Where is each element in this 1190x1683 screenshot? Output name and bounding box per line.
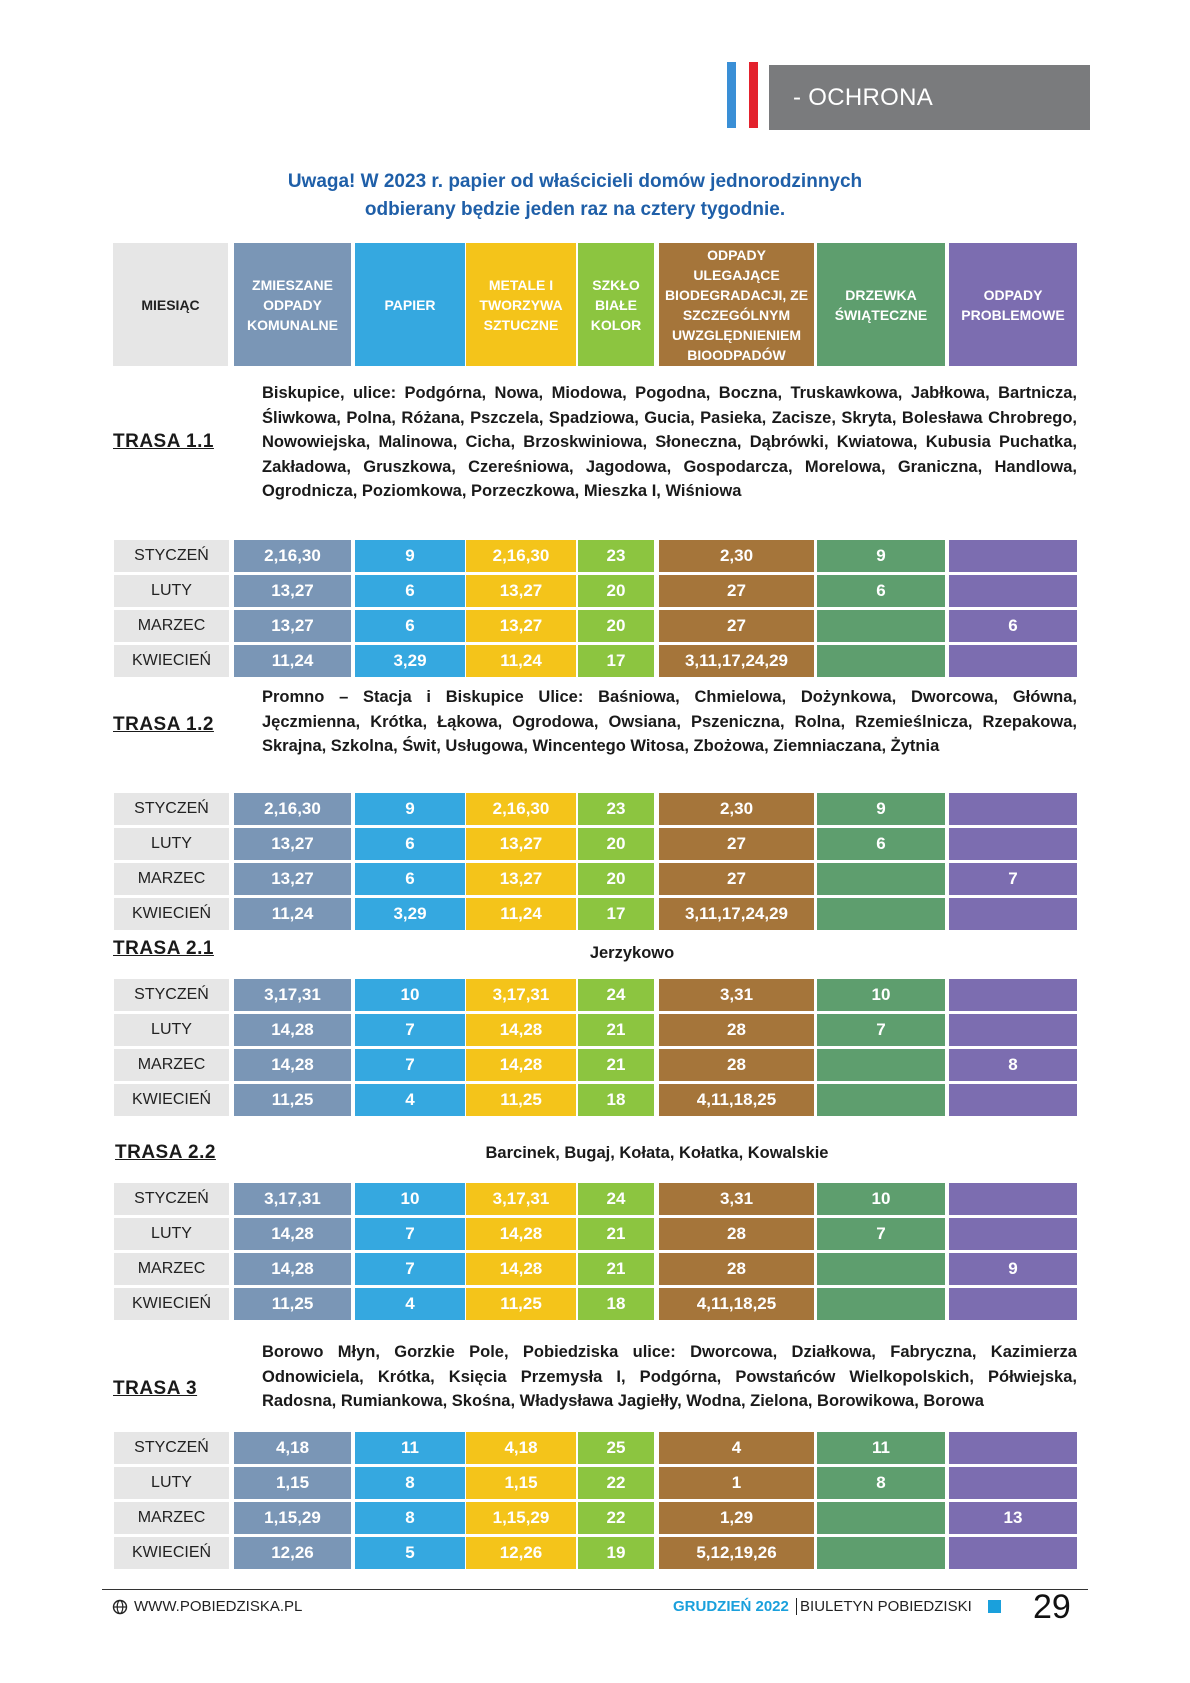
header-paper: PAPIER (355, 243, 465, 366)
notice (200, 168, 950, 224)
cell-paper: 10 (355, 979, 465, 1011)
header-problem: ODPADY PROBLEMOWE (949, 243, 1077, 366)
cell-mixed: 13,27 (234, 863, 351, 895)
route-name: TRASA 1.1 (113, 431, 214, 452)
cell-month: LUTY (114, 828, 229, 860)
cell-problem (949, 1218, 1077, 1250)
cell-problem (949, 828, 1077, 860)
cell-trees: 10 (817, 1183, 945, 1215)
schedule-row (114, 1432, 1077, 1464)
cell-bio: 27 (659, 863, 814, 895)
footer-publication (673, 1598, 972, 1615)
cell-trees (817, 898, 945, 930)
cell-metals: 13,27 (466, 863, 576, 895)
cell-trees (817, 1084, 945, 1116)
cell-month: LUTY (114, 1467, 229, 1499)
cell-trees: 9 (817, 793, 945, 825)
header-metals: METALE I TWORZYWA SZTUCZNE (466, 243, 576, 366)
cell-mixed: 2,16,30 (234, 540, 351, 572)
cell-glass: 18 (578, 1084, 654, 1116)
cell-paper: 4 (355, 1084, 465, 1116)
cell-trees (817, 1288, 945, 1320)
cell-bio: 3,31 (659, 979, 814, 1011)
cell-metals: 14,28 (466, 1253, 576, 1285)
cell-glass: 21 (578, 1253, 654, 1285)
cell-bio: 27 (659, 610, 814, 642)
cell-month: STYCZEŃ (114, 979, 229, 1011)
cell-trees: 7 (817, 1218, 945, 1250)
cell-trees (817, 610, 945, 642)
cell-paper: 11 (355, 1432, 465, 1464)
schedule-row (114, 1537, 1077, 1569)
cell-problem: 9 (949, 1253, 1077, 1285)
cell-metals: 1,15,29 (466, 1502, 576, 1534)
cell-bio: 1,29 (659, 1502, 814, 1534)
cell-paper: 9 (355, 793, 465, 825)
schedule-row (114, 610, 1077, 642)
cell-mixed: 3,17,31 (234, 1183, 351, 1215)
cell-bio: 3,11,17,24,29 (659, 645, 814, 677)
schedule-row (114, 979, 1077, 1011)
cell-problem (949, 575, 1077, 607)
notice-line-2: odbierany będzie jeden raz na cztery tygodnie. (364, 199, 786, 220)
route-name: TRASA 2.2 (115, 1142, 216, 1163)
cell-metals: 4,18 (466, 1432, 576, 1464)
cell-mixed: 11,25 (234, 1084, 351, 1116)
cell-paper: 7 (355, 1049, 465, 1081)
footer-separator (796, 1598, 797, 1615)
cell-mixed: 14,28 (234, 1049, 351, 1081)
cell-glass: 22 (578, 1467, 654, 1499)
cell-glass: 17 (578, 645, 654, 677)
cell-paper: 7 (355, 1014, 465, 1046)
cell-paper: 6 (355, 610, 465, 642)
cell-mixed: 4,18 (234, 1432, 351, 1464)
cell-month: KWIECIEŃ (114, 645, 229, 677)
cell-metals: 13,27 (466, 610, 576, 642)
cell-problem (949, 1183, 1077, 1215)
cell-metals: 1,15 (466, 1467, 576, 1499)
cell-glass: 20 (578, 828, 654, 860)
cell-glass: 24 (578, 1183, 654, 1215)
schedule-row (114, 1218, 1077, 1250)
cell-bio: 4 (659, 1432, 814, 1464)
cell-bio: 5,12,19,26 (659, 1537, 814, 1569)
schedule-row (114, 828, 1077, 860)
cell-trees: 9 (817, 540, 945, 572)
cell-mixed: 12,26 (234, 1537, 351, 1569)
route-streets: Promno – Stacja i Biskupice Ulice: Baśniowa, Chmielowa, Dożynkowa, Dworcowa, Główna, Jęczmienna, Krótka, Łąkowa, Ogrodowa, Owsiana, Pszeniczna, Rolna, Rzemieślnicza, Rzepakowa, Skrajna, Szkolna, Świt, Usługowa, Wincentego Witosa, Zbożowa, Ziemniaczana, Żytnia (262, 688, 1077, 755)
cell-trees (817, 1049, 945, 1081)
cell-bio: 1 (659, 1467, 814, 1499)
cell-glass: 20 (578, 575, 654, 607)
cell-glass: 21 (578, 1218, 654, 1250)
cell-month: STYCZEŃ (114, 793, 229, 825)
cell-problem (949, 793, 1077, 825)
cell-metals: 11,25 (466, 1288, 576, 1320)
cell-glass: 18 (578, 1288, 654, 1320)
schedule-row (114, 1467, 1077, 1499)
cell-trees (817, 1502, 945, 1534)
header-bio: ODPADY ULEGAJĄCE BIODEGRADACJI, ZE SZCZEGÓLNYM UWZGLĘDNIENIEM BIOODPADÓW (659, 243, 814, 366)
schedule-row (114, 540, 1077, 572)
cell-glass: 24 (578, 979, 654, 1011)
schedule-row (114, 1502, 1077, 1534)
cell-paper: 7 (355, 1253, 465, 1285)
cell-glass: 25 (578, 1432, 654, 1464)
cell-paper: 8 (355, 1467, 465, 1499)
stripe-white (738, 62, 747, 128)
cell-metals: 2,16,30 (466, 793, 576, 825)
schedule-row (114, 1183, 1077, 1215)
cell-bio: 2,30 (659, 793, 814, 825)
cell-month: MARZEC (114, 1253, 229, 1285)
cell-glass: 22 (578, 1502, 654, 1534)
schedule-row (114, 1049, 1077, 1081)
cell-month: KWIECIEŃ (114, 1084, 229, 1116)
schedule-row (114, 793, 1077, 825)
schedule-row (114, 575, 1077, 607)
cell-metals: 14,28 (466, 1014, 576, 1046)
cell-metals: 3,17,31 (466, 1183, 576, 1215)
cell-paper: 4 (355, 1288, 465, 1320)
cell-bio: 2,30 (659, 540, 814, 572)
header-mixed: ZMIESZANE ODPADY KOMUNALNE (234, 243, 351, 366)
cell-glass: 21 (578, 1049, 654, 1081)
cell-trees: 6 (817, 575, 945, 607)
cell-problem: 13 (949, 1502, 1077, 1534)
cell-problem (949, 1288, 1077, 1320)
cell-month: LUTY (114, 1014, 229, 1046)
cell-paper: 6 (355, 575, 465, 607)
cell-problem (949, 1014, 1077, 1046)
cell-bio: 4,11,18,25 (659, 1288, 814, 1320)
cell-problem (949, 898, 1077, 930)
cell-mixed: 11,25 (234, 1288, 351, 1320)
cell-problem (949, 1084, 1077, 1116)
cell-mixed: 14,28 (234, 1218, 351, 1250)
cell-glass: 17 (578, 898, 654, 930)
header-trees: DRZEWKA ŚWIĄTECZNE (817, 243, 945, 366)
cell-paper: 6 (355, 828, 465, 860)
cell-trees: 6 (817, 828, 945, 860)
cell-month: LUTY (114, 1218, 229, 1250)
globe-icon (112, 1599, 128, 1615)
cell-month: STYCZEŃ (114, 1432, 229, 1464)
cell-metals: 14,28 (466, 1218, 576, 1250)
cell-metals: 14,28 (466, 1049, 576, 1081)
cell-trees: 10 (817, 979, 945, 1011)
cell-problem: 7 (949, 863, 1077, 895)
cell-metals: 3,17,31 (466, 979, 576, 1011)
header-month: MIESIĄC (113, 243, 228, 366)
cell-mixed: 1,15 (234, 1467, 351, 1499)
cell-metals: 11,24 (466, 645, 576, 677)
cell-bio: 3,11,17,24,29 (659, 898, 814, 930)
cell-trees (817, 863, 945, 895)
route-streets: Biskupice, ulice: Podgórna, Nowa, Miodowa, Pogodna, Boczna, Truskawkowa, Jabłkowa, Bartnicza, Śliwkowa, Polna, Różana, Pszczela, Spadziowa, Gucia, Pasieka, Zacisze, Skryta, Bolesława Chrobrego, Nowowiejska, Malinowa, Cicha, Brzoskwiniowa, Słoneczna, Dąbrówki, Kwiatowa, Kubusia Puchatka, Zakładowa, Gruszkowa, Czereśniowa, Jagodowa, Gospodarcza, Morelowa, Graniczna, Handlowa, Ogrodnicza, Poziomkowa, Porzeczkowa, Mieszka I, Wiśniowa (262, 384, 1077, 500)
cell-mixed: 13,27 (234, 610, 351, 642)
cell-problem (949, 979, 1077, 1011)
route-name: TRASA 3 (113, 1378, 198, 1399)
cell-mixed: 11,24 (234, 898, 351, 930)
route-streets: Borowo Młyn, Gorzkie Pole, Pobiedziska ulice: Dworcowa, Działkowa, Fabryczna, Kazimierza Odnowiciela, Krótka, Księcia Przemysła I, Podgórna, Powstańców Wielkopolskich, Półwiejska, Radosna, Rumiankowa, Skośna, Władysława Jagiełły, Wodna, Zielona, Borowikowa, Borowa (262, 1343, 1077, 1410)
cell-problem (949, 1467, 1077, 1499)
cell-mixed: 11,24 (234, 645, 351, 677)
cell-problem (949, 540, 1077, 572)
cell-metals: 12,26 (466, 1537, 576, 1569)
footer-square-icon (988, 1600, 1001, 1613)
cell-trees: 8 (817, 1467, 945, 1499)
cell-trees (817, 1253, 945, 1285)
notice-line-1: Uwaga! W 2023 r. papier od właścicieli domów jednorodzinnych (287, 171, 863, 192)
header-glass: SZKŁO BIAŁE KOLOR (578, 243, 654, 366)
cell-glass: 20 (578, 863, 654, 895)
cell-month: KWIECIEŃ (114, 898, 229, 930)
cell-metals: 2,16,30 (466, 540, 576, 572)
cell-trees (817, 645, 945, 677)
schedule-row (114, 898, 1077, 930)
cell-paper: 7 (355, 1218, 465, 1250)
cell-paper: 3,29 (355, 898, 465, 930)
page-number: 29 (1033, 1588, 1071, 1626)
footer-title: BIULETYN POBIEDZISKI (800, 1598, 972, 1615)
schedule-row (114, 1253, 1077, 1285)
footer-divider (102, 1589, 1088, 1590)
schedule-row (114, 645, 1077, 677)
cell-trees: 7 (817, 1014, 945, 1046)
cell-mixed: 14,28 (234, 1253, 351, 1285)
cell-mixed: 3,17,31 (234, 979, 351, 1011)
cell-month: MARZEC (114, 610, 229, 642)
cell-mixed: 1,15,29 (234, 1502, 351, 1534)
cell-problem (949, 1537, 1077, 1569)
cell-glass: 19 (578, 1537, 654, 1569)
route-streets: Jerzykowo (589, 944, 675, 962)
cell-mixed: 14,28 (234, 1014, 351, 1046)
cell-paper: 10 (355, 1183, 465, 1215)
cell-month: MARZEC (114, 863, 229, 895)
cell-metals: 13,27 (466, 828, 576, 860)
cell-bio: 28 (659, 1253, 814, 1285)
cell-problem: 8 (949, 1049, 1077, 1081)
cell-problem (949, 1432, 1077, 1464)
schedule-row (114, 863, 1077, 895)
schedule-row (114, 1014, 1077, 1046)
footer-issue: GRUDZIEŃ 2022 (673, 1598, 789, 1615)
stripe-blue (727, 62, 736, 128)
route-name: TRASA 1.2 (113, 714, 214, 735)
cell-bio: 27 (659, 575, 814, 607)
schedule-row (114, 1288, 1077, 1320)
cell-bio: 3,31 (659, 1183, 814, 1215)
cell-problem (949, 645, 1077, 677)
cell-trees (817, 1537, 945, 1569)
cell-glass: 23 (578, 540, 654, 572)
route-streets: Barcinek, Bugaj, Kołata, Kołatka, Kowalskie (485, 1144, 829, 1162)
cell-month: STYCZEŃ (114, 540, 229, 572)
footer-website[interactable] (112, 1598, 302, 1615)
cell-month: KWIECIEŃ (114, 1537, 229, 1569)
schedule-row (114, 1084, 1077, 1116)
cell-month: KWIECIEŃ (114, 1288, 229, 1320)
cell-bio: 27 (659, 828, 814, 860)
cell-month: LUTY (114, 575, 229, 607)
cell-glass: 23 (578, 793, 654, 825)
cell-paper: 6 (355, 863, 465, 895)
cell-mixed: 13,27 (234, 828, 351, 860)
cell-trees: 11 (817, 1432, 945, 1464)
route-name: TRASA 2.1 (113, 938, 214, 959)
cell-paper: 3,29 (355, 645, 465, 677)
cell-paper: 5 (355, 1537, 465, 1569)
cell-mixed: 13,27 (234, 575, 351, 607)
cell-paper: 9 (355, 540, 465, 572)
cell-metals: 13,27 (466, 575, 576, 607)
website-link[interactable]: WWW.POBIEDZISKA.PL (134, 1598, 303, 1615)
cell-glass: 21 (578, 1014, 654, 1046)
cell-paper: 8 (355, 1502, 465, 1534)
cell-month: MARZEC (114, 1049, 229, 1081)
stripe-red (749, 62, 758, 128)
cell-bio: 28 (659, 1218, 814, 1250)
cell-metals: 11,25 (466, 1084, 576, 1116)
cell-month: MARZEC (114, 1502, 229, 1534)
cell-bio: 4,11,18,25 (659, 1084, 814, 1116)
cell-bio: 28 (659, 1014, 814, 1046)
cell-glass: 20 (578, 610, 654, 642)
cell-bio: 28 (659, 1049, 814, 1081)
section-banner: - OCHRONA ŚRODOWISKA (769, 65, 1090, 130)
cell-mixed: 2,16,30 (234, 793, 351, 825)
cell-metals: 11,24 (466, 898, 576, 930)
cell-problem: 6 (949, 610, 1077, 642)
cell-month: STYCZEŃ (114, 1183, 229, 1215)
